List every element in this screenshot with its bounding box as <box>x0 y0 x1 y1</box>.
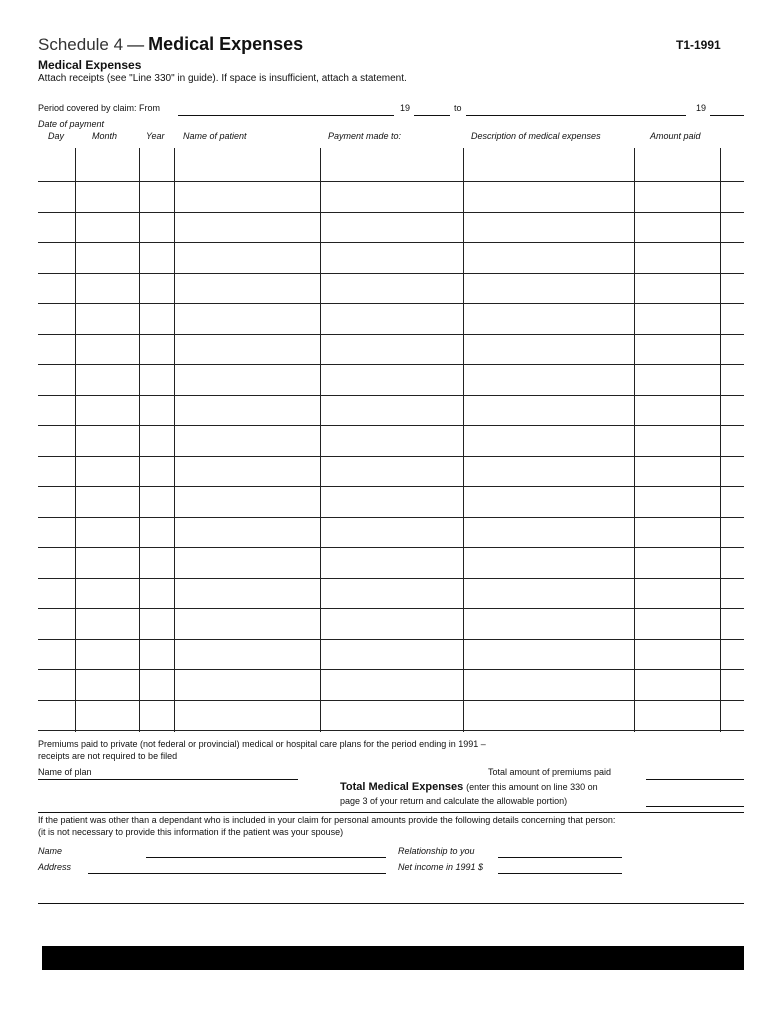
table-row-line <box>38 303 744 304</box>
table-column-line <box>720 148 721 732</box>
relationship-label: Relationship to you <box>398 846 475 856</box>
total-note-2: page 3 of your return and calculate the allowable portion) <box>340 796 568 806</box>
period-from-field[interactable] <box>178 115 394 116</box>
table-row-line <box>38 517 744 518</box>
form-code: T1-1991 <box>676 38 721 52</box>
period-to-label: to <box>454 103 462 113</box>
table-column-line <box>463 148 464 732</box>
period-year-prefix-1: 19 <box>400 103 411 113</box>
relationship-field[interactable] <box>498 857 622 858</box>
table-row-line <box>38 669 744 670</box>
table-column-line <box>634 148 635 732</box>
table-row-line <box>38 395 744 396</box>
schedule-label: Schedule 4 <box>38 35 124 54</box>
net-income-label: Net income in 1991 $ <box>398 862 484 872</box>
total-expenses-field[interactable] <box>646 806 744 807</box>
plan-name-field[interactable] <box>38 779 298 780</box>
table-row-line <box>38 608 744 609</box>
page-title: Medical Expenses <box>148 34 304 54</box>
form-header <box>38 34 303 55</box>
col-day: Day <box>48 131 65 141</box>
table-row-line <box>38 242 744 243</box>
table-row-line <box>38 212 744 213</box>
table-row-line <box>38 547 744 548</box>
dependant-address-field[interactable] <box>88 873 386 874</box>
dependant-line-2: (it is not necessary to provide this information if the patient was your spouse) <box>38 827 344 837</box>
table-row-line <box>38 425 744 426</box>
table-row-line <box>38 578 744 579</box>
table-column-line <box>75 148 76 732</box>
period-year-prefix-2: 19 <box>696 103 707 113</box>
table-row-line <box>38 334 744 335</box>
table-row-line <box>38 456 744 457</box>
dependant-line-1: If the patient was other than a dependant who is included in your claim for personal amounts provide the following details concerning that person: <box>38 815 616 825</box>
col-payment-made-to: Payment made to: <box>328 131 402 141</box>
col-year: Year <box>146 131 165 141</box>
premiums-line-1: Premiums paid to private (not federal or provincial) medical or hospital care plans for the period ending in 1991 – <box>38 739 486 749</box>
period-to-year-field[interactable] <box>710 115 744 116</box>
dependant-name-label: Name <box>38 846 63 856</box>
table-row-line <box>38 639 744 640</box>
total-medical-expenses <box>340 781 598 793</box>
net-income-field[interactable] <box>498 873 622 874</box>
table-row-line <box>38 486 744 487</box>
premiums-line-2: receipts are not required to be filed <box>38 751 178 761</box>
table-row-line <box>38 700 744 701</box>
period-to-field[interactable] <box>466 115 686 116</box>
total-premiums-field[interactable] <box>646 779 744 780</box>
total-premiums-label: Total amount of premiums paid <box>488 767 612 777</box>
col-description: Description of medical expenses <box>471 131 601 141</box>
plan-name-label: Name of plan <box>38 767 92 777</box>
table-row-line <box>38 730 744 731</box>
period-from-year-field[interactable] <box>414 115 450 116</box>
col-month: Month <box>92 131 118 141</box>
col-amount-paid: Amount paid <box>650 131 701 141</box>
table-column-line <box>174 148 175 732</box>
table-row-line <box>38 273 744 274</box>
table-row-line <box>38 364 744 365</box>
table-column-line <box>139 148 140 732</box>
table-column-line <box>320 148 321 732</box>
dependant-address-label: Address <box>38 862 72 872</box>
section-title: Medical Expenses <box>38 58 142 72</box>
col-name-of-patient: Name of patient <box>183 131 247 141</box>
footer-bar <box>42 946 744 970</box>
attach-note: Attach receipts (see "Line 330" in guide). If space is insufficient, attach a statement. <box>38 73 407 84</box>
period-label: Period covered by claim: From <box>38 103 161 113</box>
dependant-name-field[interactable] <box>146 857 386 858</box>
date-of-payment-label: Date of payment <box>38 119 105 129</box>
header-dash: — <box>127 35 145 54</box>
section-divider <box>38 812 744 813</box>
table-row-line <box>38 181 744 182</box>
footer-rule <box>38 903 744 904</box>
total-label: Total Medical Expenses <box>340 781 464 793</box>
total-note-1: (enter this amount on line 330 on <box>466 782 598 792</box>
